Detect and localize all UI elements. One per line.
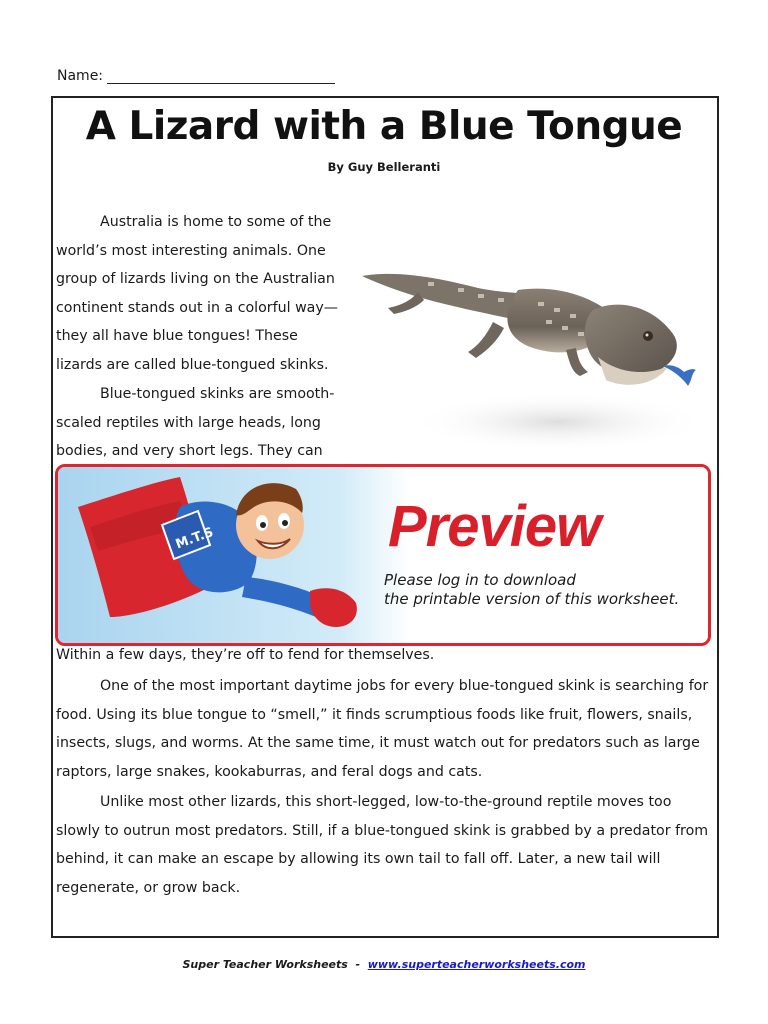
footer-separator: - xyxy=(355,958,361,971)
name-label: Name: xyxy=(57,68,104,84)
paragraph-5: Unlike most other lizards, this short-legged, low-to-the-ground reptile moves too slowly to outrun most predators. Still, if a blue-tongued skink is grabbed by a predator from behind, it can make an escape by allowing its own tail to fall off. Later, a new tail will regenerate, or grow back. xyxy=(56,794,709,896)
paragraph-1: Australia is home to some of the world’s most interesting animals. One group of lizards living on the Australian continent stands out in a colorful way—they all have blue tongues! These lizards are called blue-tongued skinks. xyxy=(56,214,338,373)
footer-link[interactable]: www.superteacherworksheets.com xyxy=(367,958,586,971)
footer-brand: Super Teacher Worksheets xyxy=(182,958,348,971)
preview-banner[interactable] xyxy=(55,464,711,646)
article-byline: By Guy Belleranti xyxy=(327,160,441,174)
name-field xyxy=(57,68,335,84)
name-blank-line[interactable] xyxy=(107,69,335,84)
svg-text:M.T.S: M.T.S xyxy=(173,524,216,553)
blue-tongued-skink-image xyxy=(358,262,703,462)
paragraph-3: Within a few days, they’re off to fend for themselves. xyxy=(56,647,435,663)
preview-message-line-2: the printable version of this worksheet. xyxy=(384,590,680,608)
paragraph-4: One of the most important daytime jobs for every blue-tongued skink is searching for food. Using its blue tongue to “smell,” it finds scrumptious foods like fruit, flowers, snails, insects, slugs, and worms. At the same time, it must watch out for predators such as large raptors, large snakes, kookaburras, and feral dogs and cats. xyxy=(56,678,709,780)
article-title: A Lizard with a Blue Tongue xyxy=(85,104,683,149)
preview-message xyxy=(384,571,679,609)
preview-message-line-1: Please log in to download xyxy=(384,571,576,589)
paragraph-2: Blue-tongued skinks are smooth-scaled reptiles with large heads, long bodies, and very short legs. They can xyxy=(56,386,335,460)
superhero-mascot-icon xyxy=(70,467,370,643)
page-footer xyxy=(0,958,768,971)
preview-heading: Preview xyxy=(388,494,601,559)
